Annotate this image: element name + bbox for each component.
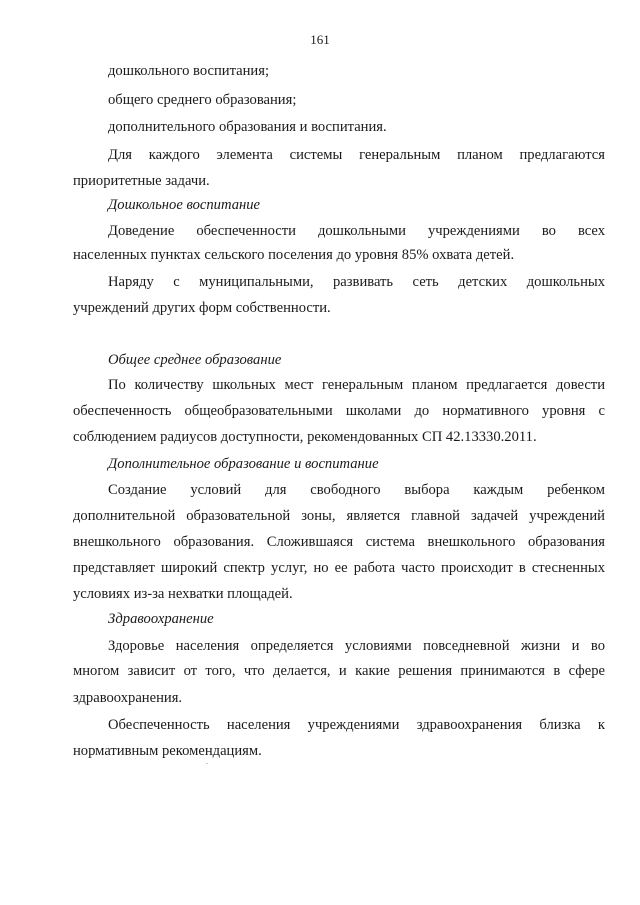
paragraph-line: многом зависит от того, что делается, и какие решения принимаются в сфере — [73, 663, 605, 679]
page-number: 161 — [310, 32, 330, 47]
paragraph-line: Для каждого элемента системы генеральным планом предлагаются — [108, 147, 605, 163]
paragraph-line: представляет широкий спектр услуг, но ее работа часто происходит в стесненных — [73, 560, 605, 576]
paragraph-line: дополнительной образовательной зоны, является главной задачей учреждений — [73, 508, 605, 524]
section-heading-general-education: Общее среднее образование — [108, 352, 282, 368]
paragraph-line: Доведение обеспеченности дошкольными учреждениями во всех — [108, 223, 605, 239]
paragraph-line: приоритетные задачи. — [73, 173, 210, 189]
paragraph-line: внешкольного образования. Сложившаяся система внешкольного образования — [73, 534, 605, 550]
paragraph-line: Наряду с муниципальными, развивать сеть детских дошкольных — [108, 274, 605, 290]
paragraph-line: соблюдением радиусов доступности, рекомендованных СП 42.13330.2011. — [73, 429, 537, 445]
list-item-preschool: дошкольного воспитания; — [108, 63, 269, 79]
list-item-additional: дополнительного образования и воспитания. — [108, 119, 387, 135]
paragraph-line: учреждений других форм собственности. — [73, 300, 331, 316]
paragraph-line: нормативным рекомендациям. — [73, 743, 262, 759]
section-heading-additional-education: Дополнительное образование и воспитание — [108, 456, 379, 472]
list-item-general-secondary: общего среднего образования; — [108, 92, 297, 108]
paragraph-line: условиях из-за нехватки площадей. — [73, 586, 293, 602]
paragraph-line: Здоровье населения определяется условиями повседневной жизни и во — [108, 638, 605, 654]
paragraph-line: Обеспеченность населения учреждениями здравоохранения близка к — [108, 717, 605, 733]
paragraph-line: Создание условий для свободного выбора каждым ребенком — [108, 482, 605, 498]
paragraph-line: здравоохранения. — [73, 690, 183, 706]
section-heading-healthcare: Здравоохранение — [108, 611, 214, 627]
paragraph-line: населенных пунктах сельского поселения до уровня 85% охвата детей. — [73, 247, 515, 263]
scan-speck — [206, 763, 208, 764]
paragraph-line: По количеству школьных мест генеральным планом предлагается довести — [108, 377, 605, 393]
paragraph-line: обеспеченность общеобразовательными школами до нормативного уровня с — [73, 403, 605, 419]
section-heading-preschool: Дошкольное воспитание — [108, 197, 261, 213]
